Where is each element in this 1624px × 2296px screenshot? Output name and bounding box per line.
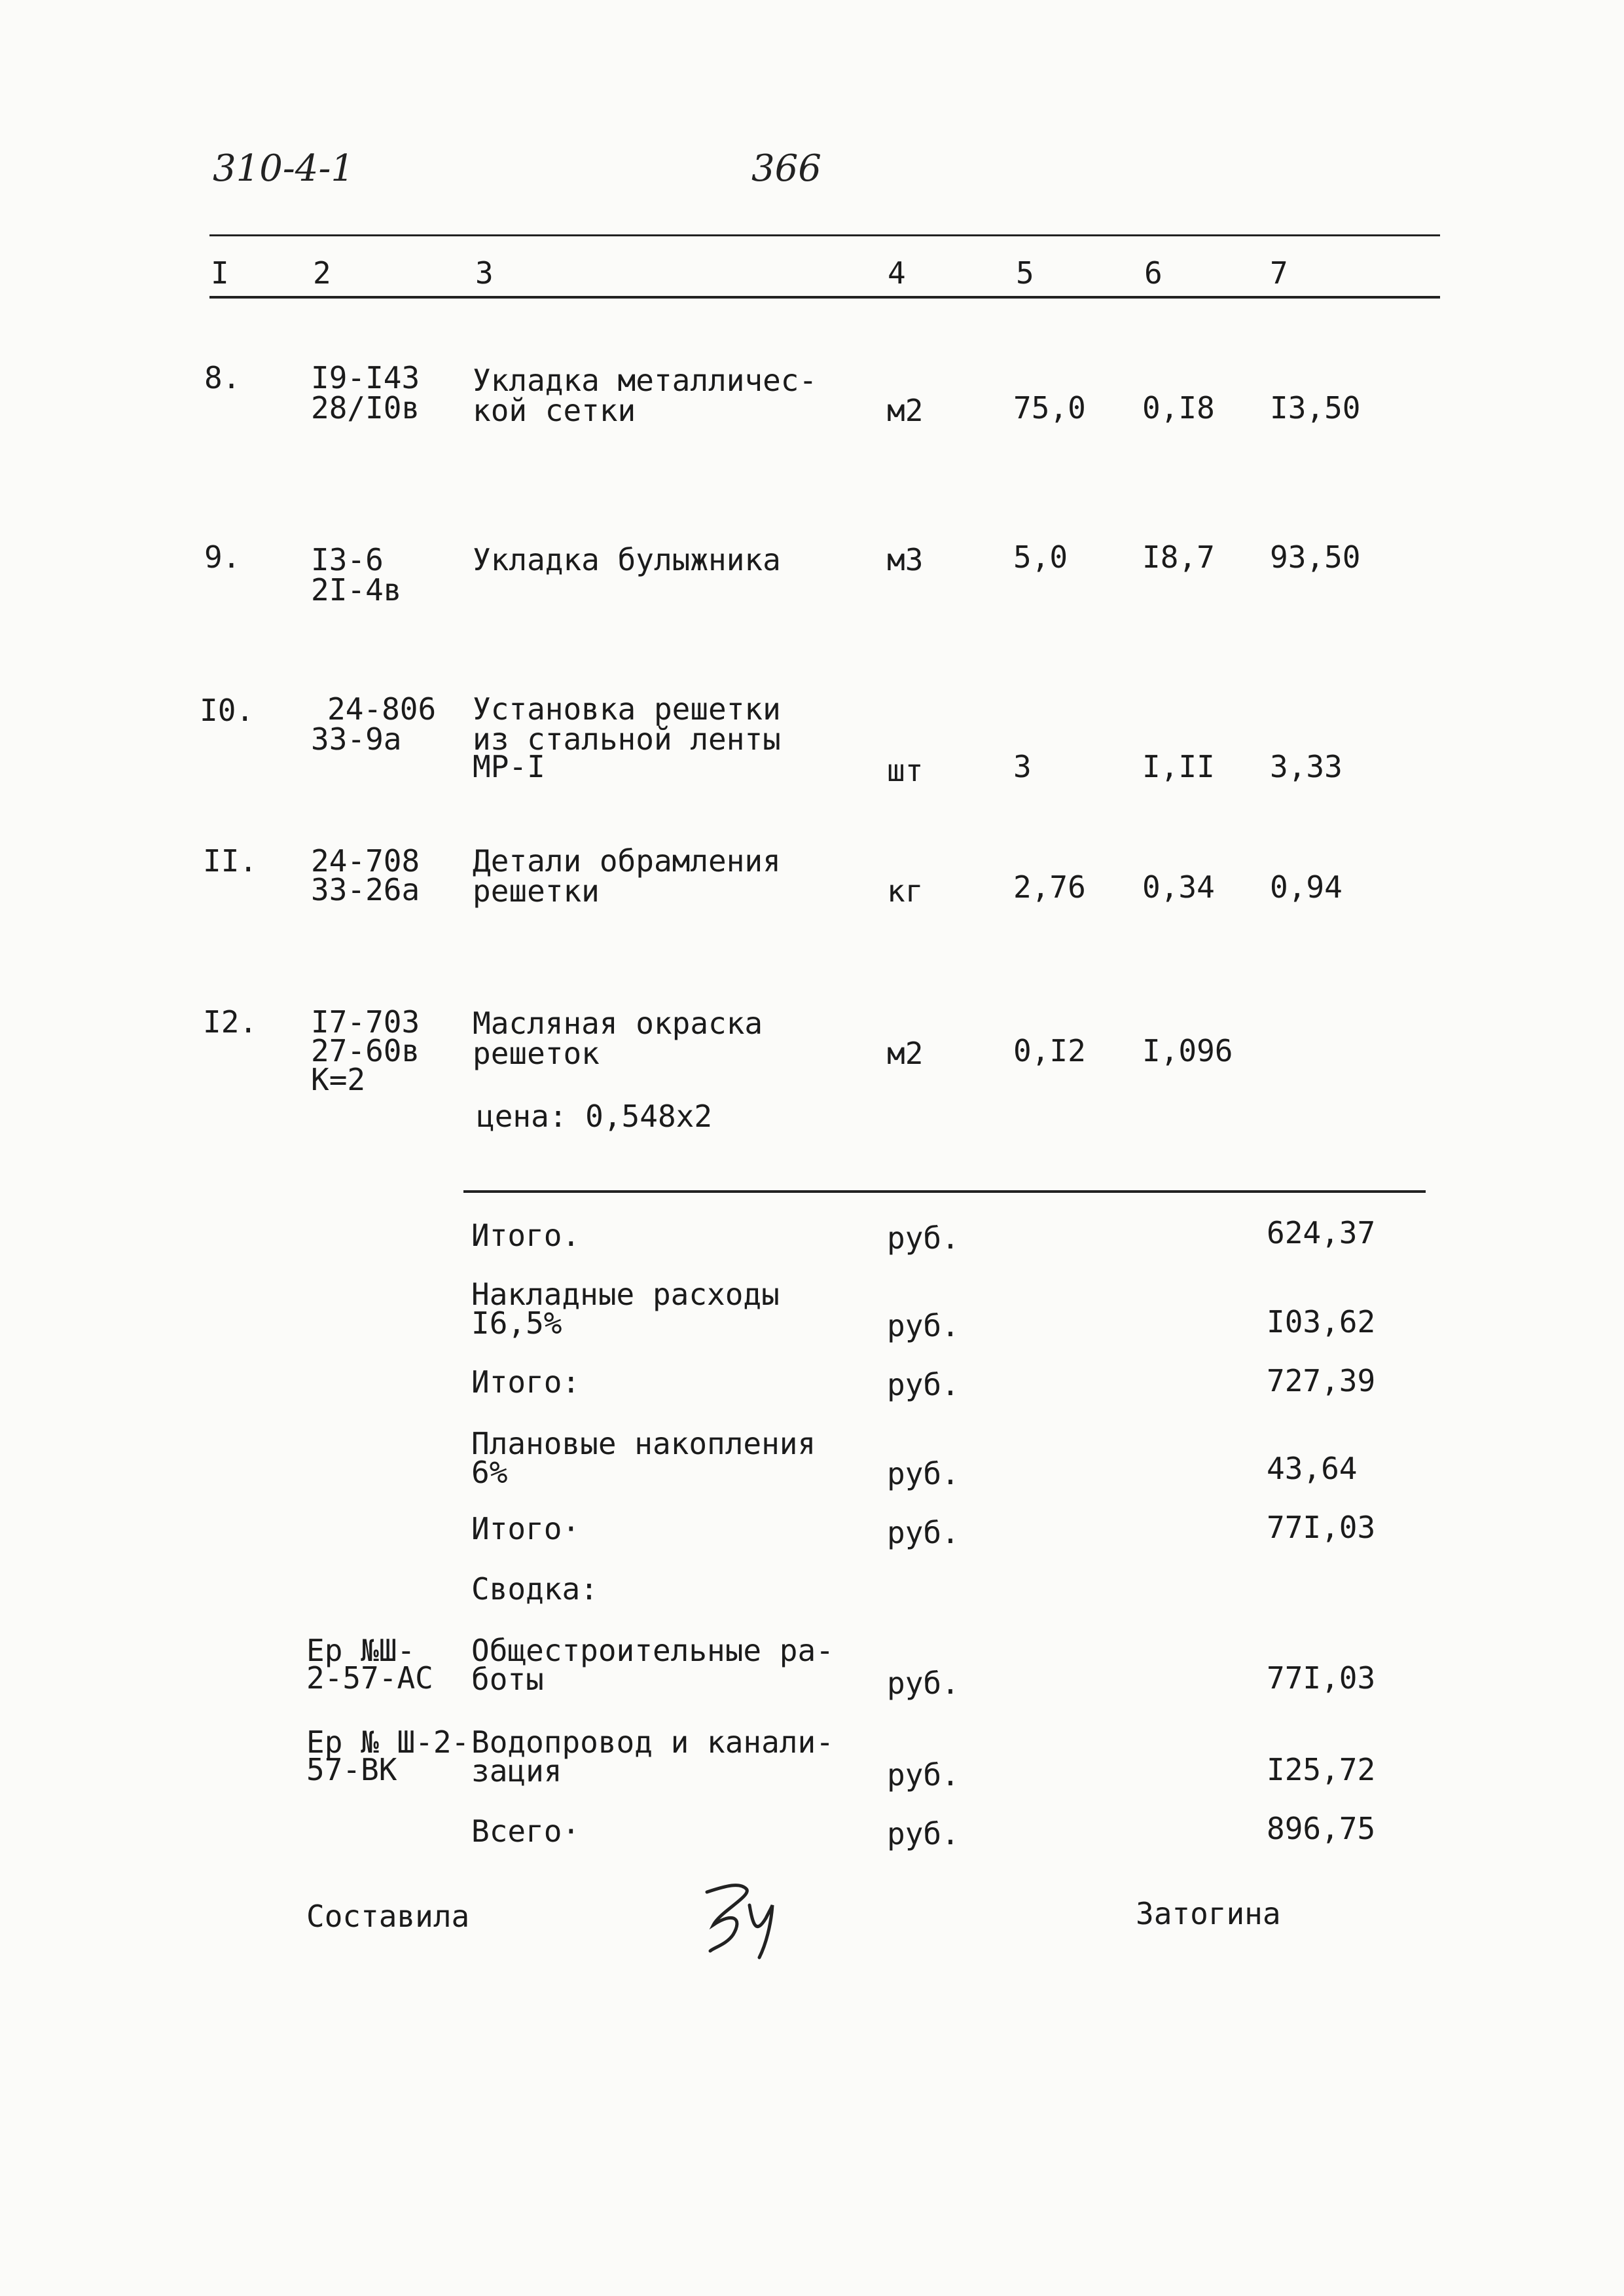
row-description: Укладка булыжника [473, 542, 781, 577]
row-description: МР-I [473, 749, 545, 784]
summary-rule [463, 1190, 1426, 1193]
column-header: 4 [888, 255, 906, 291]
svodka-label: Общестроительные ра- [471, 1633, 834, 1668]
grand-total-unit: руб. [887, 1816, 960, 1851]
row-total: 3,33 [1270, 749, 1343, 784]
svodka-title: Сводка: [471, 1571, 598, 1607]
svodka-value: I25,72 [1267, 1752, 1376, 1787]
column-header: 6 [1144, 255, 1163, 291]
column-header: I [211, 255, 229, 291]
header-top-rule [209, 234, 1440, 236]
svodka-value: 77I,03 [1267, 1660, 1376, 1696]
row-code: I9-I43 [311, 360, 420, 395]
summary-label: Плановые накопления [471, 1426, 816, 1461]
row-description: Масляная окраска [473, 1006, 763, 1041]
summary-unit: руб. [887, 1456, 960, 1491]
summary-unit: руб. [887, 1367, 960, 1402]
row-code: К=2 [311, 1062, 366, 1097]
row-description: решеток [473, 1036, 600, 1071]
row-number: II. [203, 843, 258, 879]
row-quantity: 2,76 [1013, 869, 1086, 905]
row-description: Установка решетки [473, 691, 781, 727]
summary-label: Итого. [471, 1218, 581, 1253]
row-number: I2. [203, 1004, 258, 1040]
signature-label: Составила [306, 1899, 470, 1934]
summary-value: 43,64 [1267, 1451, 1358, 1486]
row-price: I8,7 [1142, 539, 1215, 575]
summary-value: 624,37 [1267, 1215, 1376, 1250]
row-quantity: 3 [1013, 749, 1032, 784]
page-number: 366 [751, 147, 821, 190]
row-price: I,096 [1142, 1033, 1233, 1068]
row-description: кой сетки [473, 393, 636, 428]
row-code: 33-9а [311, 721, 402, 757]
summary-label: Итого· [471, 1511, 581, 1546]
column-header: 7 [1270, 255, 1288, 291]
handwritten-signature [694, 1872, 805, 1964]
summary-label: Накладные расходы [471, 1277, 780, 1312]
row-quantity: 0,I2 [1013, 1033, 1086, 1068]
svodka-label: боты [471, 1662, 544, 1697]
svodka-ref: 57-ВК [306, 1752, 397, 1787]
row-total: 93,50 [1270, 539, 1361, 575]
row-code: 28/I0в [311, 390, 420, 426]
row-code: I7-703 [311, 1004, 420, 1040]
column-header: 2 [313, 255, 331, 291]
row-price: 0,I8 [1142, 390, 1215, 426]
row-unit: м3 [887, 542, 924, 577]
summary-label: 6% [471, 1455, 508, 1490]
svodka-ref: 2-57-АС [306, 1660, 433, 1696]
row-number: 9. [204, 539, 241, 575]
svodka-label: зация [471, 1753, 562, 1789]
summary-unit: руб. [887, 1515, 960, 1550]
row-unit: м2 [887, 1036, 924, 1071]
summary-unit: руб. [887, 1308, 960, 1343]
column-header: 5 [1016, 255, 1034, 291]
svodka-unit: руб. [887, 1666, 960, 1701]
summary-label: I6,5% [471, 1305, 562, 1341]
summary-value: 727,39 [1267, 1363, 1376, 1398]
row-unit: кг [887, 873, 924, 909]
row-description: из стальной ленты [473, 721, 781, 757]
summary-unit: руб. [887, 1220, 960, 1256]
header-bottom-rule [209, 296, 1440, 299]
signature-name: Затогина [1136, 1896, 1281, 1931]
grand-total-label: Всего· [471, 1813, 581, 1849]
row-quantity: 75,0 [1013, 390, 1086, 426]
row-price: 0,34 [1142, 869, 1215, 905]
page-code: 310-4-1 [213, 147, 354, 190]
price-note: цена: 0,548х2 [477, 1099, 713, 1134]
grand-total-value: 896,75 [1267, 1811, 1376, 1846]
svodka-ref: Ер № Ш-2- [306, 1724, 470, 1760]
row-code: I3-6 [311, 542, 384, 577]
row-description: Укладка металличес- [473, 363, 818, 398]
row-description: решетки [473, 873, 600, 909]
svodka-label: Водопровод и канали- [471, 1724, 834, 1760]
row-total: 0,94 [1270, 869, 1343, 905]
summary-value: 77I,03 [1267, 1510, 1376, 1545]
row-price: I,II [1142, 749, 1215, 784]
svodka-unit: руб. [887, 1757, 960, 1793]
row-unit: шт [887, 753, 924, 788]
row-description: Детали обрамления [473, 843, 781, 879]
row-total: I3,50 [1270, 390, 1361, 426]
column-header: 3 [475, 255, 494, 291]
svodka-ref: Ер №Ш- [306, 1633, 416, 1668]
row-number: 8. [204, 360, 241, 395]
row-quantity: 5,0 [1013, 539, 1068, 575]
row-number: I0. [200, 693, 255, 728]
row-code: 24-708 [311, 843, 420, 879]
summary-value: I03,62 [1267, 1304, 1376, 1339]
row-code: 2I-4в [311, 572, 402, 608]
row-code: 33-26а [311, 872, 420, 907]
row-code: 24-806 [327, 691, 437, 727]
row-unit: м2 [887, 393, 924, 428]
summary-label: Итого: [471, 1364, 581, 1400]
row-code: 27-60в [311, 1033, 420, 1068]
